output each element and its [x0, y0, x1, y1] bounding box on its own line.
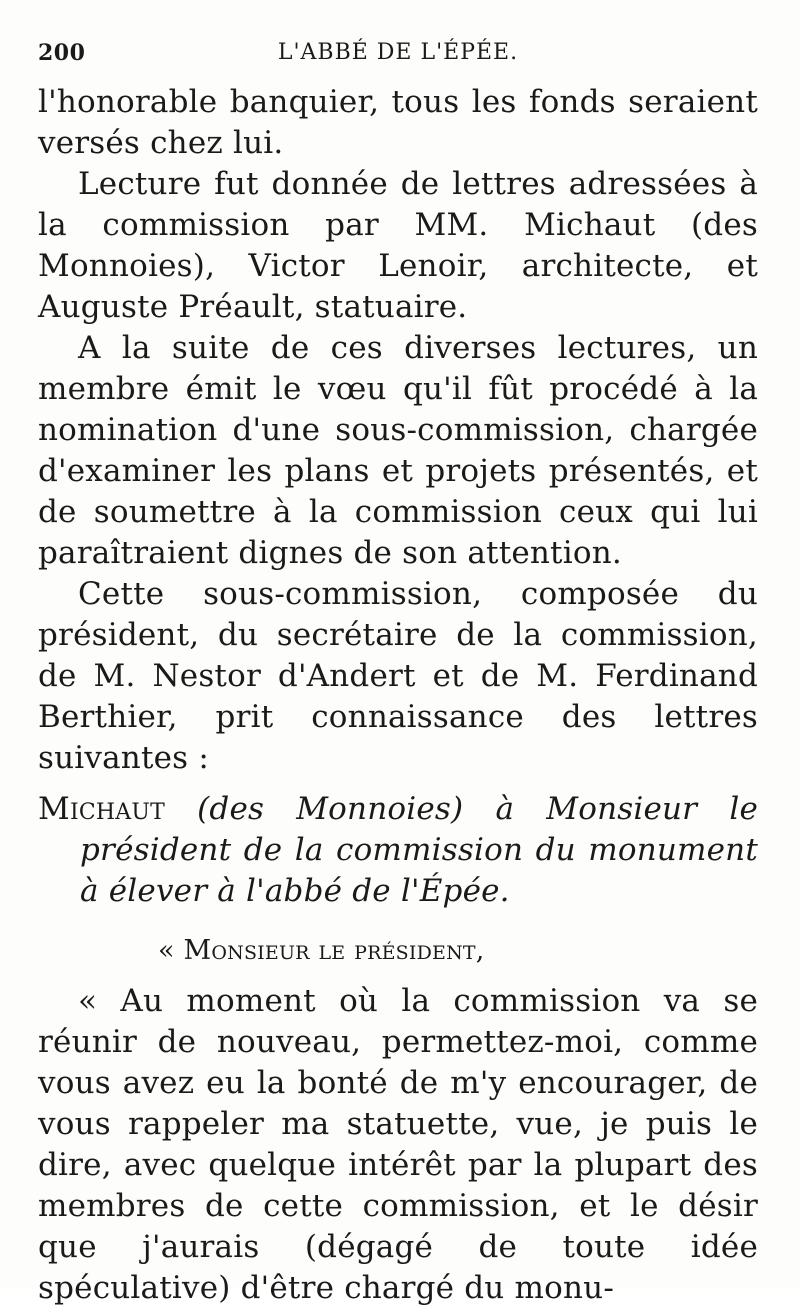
- paragraph-sub-commission-proposal: A la suite de ces diverses lectures, un membre émit le vœu qu'il fût procédé à la nomination d'une sous-commission, chargée d'examiner les plans et projets présentés, et de soumettre à la commission ceux qui lui paraîtraient dignes de son attention.: [38, 330, 758, 571]
- letter-opening-paragraph: « Au moment où la commission va se réunir de nouveau, permettez-moi, comme vous avez eu la bonté de m'y encourager, de vous rappeler ma statuette, vue, je puis le dire, avec quelque intérêt par la plupart des membres de cette commission, et le désir que j'aurais (dégagé de toute idée spéculative) d'être chargé du monu-: [38, 983, 758, 1306]
- paragraph-continuation: l'honorable banquier, tous les fonds seraient versés chez lui.: [38, 84, 758, 161]
- paragraph-sub-commission-composition: Cette sous-commission, composée du président, du secrétaire de la commission, de M. Nestor d'Andert et de M. Ferdinand Berthier, prit connaissance des lettres suivantes :: [38, 576, 758, 776]
- page-body: [38, 82, 758, 1309]
- page-header: [38, 40, 758, 76]
- letter-heading-text: (des Monnoies) à Monsieur le président de la commission du monument à élever à l'abbé de l'Épée.: [80, 791, 758, 909]
- paragraph-letters-read: Lecture fut donnée de lettres adressées à la commission par MM. Michaut (des Monnoies), Victor Lenoir, architecte, et Auguste Préault, statuaire.: [38, 166, 758, 325]
- page-number: 200: [38, 40, 86, 66]
- letter-salutation: « Monsieur le président,: [158, 935, 485, 966]
- letter-sender: Michaut: [38, 791, 165, 827]
- letter-heading: [38, 789, 758, 912]
- running-title: L'ABBÉ DE L'ÉPÉE.: [277, 40, 519, 65]
